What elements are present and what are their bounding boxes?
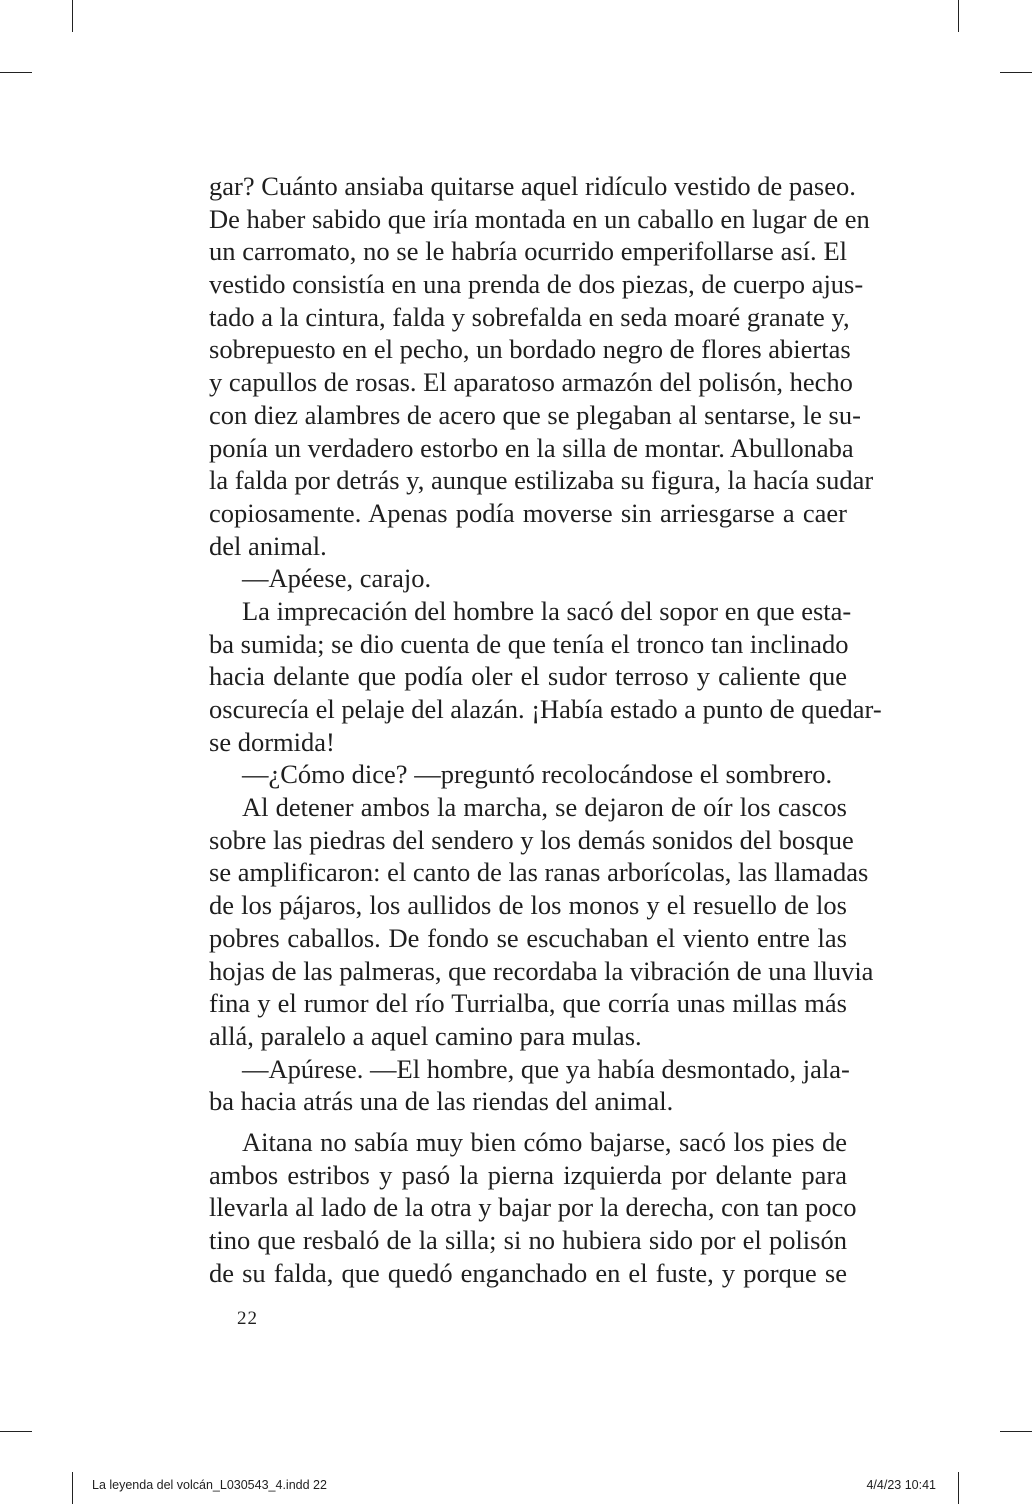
text-line: de su falda, que quedó enganchado en el fuste, y porque se [209,1257,847,1288]
text-line: fina y el rumor del río Turrialba, que corría unas millas más [209,988,847,1019]
crop-mark-top-left [72,0,73,32]
text-line: sobrepuesto en el pecho, un bordado negro de flores abiertas [209,334,851,365]
text-line: se dormida! [209,726,335,757]
text-line: vestido consistía en una prenda de dos piezas, de cuerpo ajus- [209,269,864,300]
text-line: hacia delante que podía oler el sudor terroso y caliente que [209,661,847,692]
page-number: 22 [237,1308,258,1329]
text-line: pobres caballos. De fondo se escuchaban el viento entre las [209,922,847,953]
text-line: oscurecía el pelaje del alazán. ¡Había estado a punto de quedar- [209,694,882,724]
text-line: De haber sabido que iría montada en un caballo en lugar de en [209,203,870,234]
text-line: y capullos de rosas. El aparatoso armazón del polisón, hecho [209,367,853,398]
body-text [209,170,882,1289]
text-line: un carromato, no se le habría ocurrido emperifollarse así. El [209,236,847,267]
text-line: llevarla al lado de la otra y bajar por la derecha, con tan poco [209,1192,857,1223]
text-line: Al detener ambos la marcha, se dejaron de oír los cascos [242,792,847,823]
crop-mark-left-bottom [0,1431,32,1432]
text-line: Aitana no sabía muy bien cómo bajarse, sacó los pies de [242,1126,847,1157]
text-line: ba hacia atrás una de las riendas del animal. [209,1086,674,1117]
crop-mark-top-right [958,0,959,32]
slug-filename: La leyenda del volcán_L030543_4.indd 22 [92,1478,327,1492]
crop-mark-bottom-right [958,1472,959,1504]
text-line: de los pájaros, los aullidos de los monos y el resuello de los [209,890,847,921]
text-line: tado a la cintura, falda y sobrefalda en seda moaré granate y, [209,301,850,332]
crop-mark-right-top [1000,72,1032,73]
text-line: gar? Cuánto ansiaba quitarse aquel ridículo vestido de paseo. [209,171,856,201]
text-line: copiosamente. Apenas podía moverse sin arriesgarse a caer [209,497,847,528]
text-line: con diez alambres de acero que se plegaban al sentarse, le su- [209,399,861,430]
text-line: —Apéese, carajo. [242,563,432,594]
text-line: tino que resbaló de la silla; si no hubiera sido por el polisón [209,1225,847,1255]
text-line: ba sumida; se dio cuenta de que tenía el tronco tan inclinado [209,628,849,659]
text-line: La imprecación del hombre la sacó del sopor en que esta- [242,595,852,626]
text-line: hojas de las palmeras, que recordaba la vibración de una lluvia [209,955,874,986]
crop-mark-right-bottom [1000,1431,1032,1432]
text-line: sobre las piedras del sendero y los demás sonidos del bosque [209,824,854,855]
text-line: ambos estribos y pasó la pierna izquierda por delante para [209,1159,847,1190]
text-line: allá, paralelo a aquel camino para mulas. [209,1020,642,1051]
text-line: ponía un verdadero estorbo en la silla de montar. Abullonaba [209,432,854,463]
text-line: —¿Cómo dice? —preguntó recolocándose el sombrero. [242,759,833,790]
text-line: se amplificaron: el canto de las ranas arborícolas, las llamadas [209,857,869,888]
text-line: la falda por detrás y, aunque estilizaba su figura, la hacía sudar [209,465,874,496]
crop-mark-left-top [0,72,32,73]
text-line: —Apúrese. —El hombre, que ya había desmontado, jala- [242,1053,850,1084]
text-line: del animal. [209,530,327,561]
crop-mark-bottom-left [72,1472,73,1504]
slug-timestamp: 4/4/23 10:41 [866,1478,936,1492]
